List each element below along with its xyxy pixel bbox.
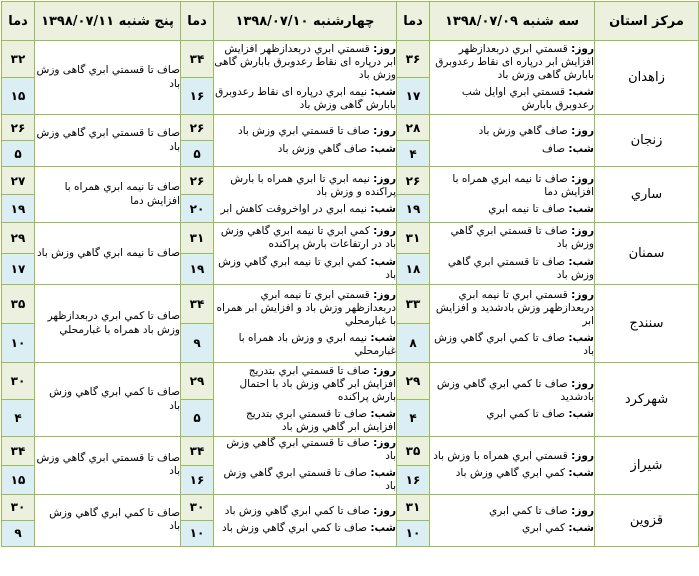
header-day1: سه شنبه ۱۳۹۸/۰۷/۰۹: [430, 2, 595, 41]
forecast-description: [430, 494, 595, 546]
table-row: [2, 223, 699, 254]
day-forecast-text: كمي ابري تا نيمه ابري گاهي وزش باد در ارتفاعات بارش پراكنده: [220, 225, 396, 251]
max-temp: ۲۶: [181, 115, 214, 141]
max-temp: ۳۴: [181, 41, 214, 78]
min-temp: ۵: [181, 141, 214, 167]
night-forecast: [430, 522, 594, 535]
header-temp2: دما: [181, 2, 214, 41]
forecast-description: [214, 285, 397, 363]
min-temp: ۹: [2, 520, 35, 546]
table-row: [2, 167, 699, 195]
day-forecast: [430, 505, 594, 518]
province-name: زنجان: [595, 115, 699, 167]
day-forecast: [214, 43, 396, 82]
day-forecast: [214, 173, 396, 199]
header-province: مرکز استان: [595, 2, 699, 41]
max-temp: ۳۱: [397, 494, 430, 520]
min-temp: ۱۹: [397, 195, 430, 223]
day-label: روز:: [571, 377, 594, 390]
day-label: روز:: [373, 288, 396, 301]
night-forecast: [430, 86, 594, 112]
day-label: روز:: [373, 504, 396, 517]
night-forecast: [214, 203, 396, 216]
header-temp3: دما: [2, 2, 35, 41]
forecast-description: [35, 115, 181, 167]
day-label: روز:: [571, 125, 594, 138]
forecast-description: [430, 115, 595, 167]
day-label: روز:: [571, 42, 594, 55]
day-forecast: [214, 225, 396, 251]
night-forecast: [430, 408, 594, 421]
night-forecast: [214, 467, 396, 493]
day-forecast: [214, 437, 396, 463]
forecast-description: [214, 437, 397, 495]
day-forecast: [214, 289, 396, 328]
forecast-description: [430, 363, 595, 437]
night-label: شب:: [370, 203, 396, 216]
night-label: شب:: [568, 86, 594, 99]
day-forecast: [430, 289, 594, 328]
day-forecast-text: قسمتي ابري همراه با وزش باد: [433, 450, 568, 463]
day-label: روز:: [373, 437, 396, 449]
night-forecast: [214, 522, 396, 535]
forecast-body: [2, 41, 699, 547]
day-forecast-text: قسمتي ابري تا نيمه ابري دربعدازظهر وزش باد و افزايش ابر همراه با غبارمحلي: [216, 288, 396, 327]
night-forecast-text: نيمه ابري درپاره اى نقاط رعدوبرق بابارش گاهى وزش باد: [215, 86, 396, 112]
max-temp: ۲۹: [181, 363, 214, 400]
min-temp: ۵: [181, 400, 214, 437]
night-forecast: [430, 332, 594, 358]
day-label: روز:: [373, 42, 396, 55]
day-label: روز:: [571, 288, 594, 301]
day-forecast-text: صاف تا كمي ابري گاهي وزش باد: [224, 504, 370, 517]
night-label: شب:: [568, 522, 594, 534]
header-row: [2, 2, 699, 41]
night-forecast-text: كمي ابري: [522, 522, 566, 534]
night-forecast-text: صاف: [542, 142, 566, 155]
night-forecast: [430, 203, 594, 216]
night-label: شب:: [568, 142, 594, 155]
header-day3: پنج شنبه ۱۳۹۸/۰۷/۱۱: [35, 2, 181, 41]
forecast-text: صاف تا كمي ابري گاهي وزش باد: [49, 386, 180, 412]
day-forecast: [430, 450, 594, 463]
max-temp: ۳۴: [2, 437, 35, 466]
max-temp: ۲۶: [181, 167, 214, 195]
table-row: [2, 41, 699, 78]
night-forecast-text: نيمه ابري در اواخروقت كاهش ابر: [220, 203, 368, 216]
night-label: شب:: [370, 86, 396, 99]
min-temp: ۱۷: [2, 254, 35, 285]
night-forecast-text: صاف تا نيمه ابري: [488, 203, 566, 216]
night-label: شب:: [370, 332, 396, 345]
night-label: شب:: [568, 408, 594, 421]
night-label: شب:: [370, 142, 396, 155]
forecast-description: [214, 363, 397, 437]
forecast-description: [214, 41, 397, 115]
night-forecast: [214, 408, 396, 434]
night-forecast-text: قسمتي ابري اوايل شب رعدوبرق بابارش: [461, 86, 594, 112]
max-temp: ۳۱: [181, 223, 214, 254]
night-forecast: [214, 86, 396, 112]
night-forecast-text: صاف تا قسمتي ابري بتدريج افزايش ابر گاهي وزش باد: [245, 408, 396, 434]
day-forecast-text: صاف تا قسمتي ابري گاهي وزش باد: [226, 437, 396, 463]
night-label: شب:: [568, 203, 594, 216]
min-temp: ۱۰: [181, 520, 214, 546]
day-label: روز:: [571, 225, 594, 238]
min-temp: ۱۶: [181, 78, 214, 115]
max-temp: ۲۶: [2, 115, 35, 141]
forecast-description: [214, 494, 397, 546]
day-forecast: [214, 505, 396, 518]
forecast-description: [430, 167, 595, 223]
min-temp: ۹: [181, 324, 214, 363]
forecast-description: [430, 41, 595, 115]
day-forecast-text: نيمه ابري تا ابري همراه با بارش پراكنده و وزش باد: [230, 172, 396, 198]
max-temp: ۳۵: [397, 437, 430, 466]
day-forecast-text: صاف تا كمي ابري گاهي وزش بادشديد: [436, 377, 594, 403]
max-temp: ۲۷: [2, 167, 35, 195]
min-temp: ۱۹: [181, 254, 214, 285]
forecast-description: [214, 223, 397, 285]
forecast-description: [430, 223, 595, 285]
forecast-text: صاف تا نيمه ابري گاهي وزش باد: [36, 246, 180, 259]
max-temp: ۳۰: [181, 494, 214, 520]
day-forecast-text: صاف تا قسمتي ابري بتدريج افزايش ابر گاهي وزش باد با احتمال بارش پراكنده: [239, 364, 396, 403]
forecast-description: [430, 437, 595, 495]
night-label: شب:: [568, 332, 594, 345]
table-row: [2, 285, 699, 324]
day-forecast-text: صاف تا نيمه ابري همراه با افزايش دما: [452, 172, 594, 198]
day-forecast: [430, 125, 594, 138]
forecast-description: [35, 363, 181, 437]
night-label: شب:: [568, 255, 594, 268]
header-day2: چهارشنبه ۱۳۹۸/۰۷/۱۰: [214, 2, 397, 41]
max-temp: ۳۶: [397, 41, 430, 78]
forecast-description: [214, 167, 397, 223]
forecast-description: [214, 115, 397, 167]
night-forecast-text: نيمه ابري و وزش باد همراه با غبارمحلي: [238, 332, 396, 358]
max-temp: ۳۳: [397, 285, 430, 324]
night-forecast-text: صاف گاهي وزش باد: [277, 142, 368, 155]
max-temp: ۳۰: [2, 363, 35, 400]
province-name: شيراز: [595, 437, 699, 495]
day-label: روز:: [571, 450, 594, 463]
forecast-description: [430, 285, 595, 363]
forecast-description: [35, 41, 181, 115]
province-name: زاهدان: [595, 41, 699, 115]
day-forecast: [430, 43, 594, 82]
min-temp: ۱۷: [397, 78, 430, 115]
night-forecast-text: صاف تا قسمتي ابري گاهي وزش باد: [447, 255, 594, 281]
max-temp: ۳۴: [181, 437, 214, 466]
forecast-description: [35, 167, 181, 223]
min-temp: ۴: [2, 400, 35, 437]
forecast-description: [35, 223, 181, 285]
min-temp: ۴: [397, 400, 430, 437]
max-temp: ۳۱: [397, 223, 430, 254]
forecast-description: [35, 494, 181, 546]
night-forecast-text: صاف تا قسمتي ابري گاهي وزش باد: [223, 467, 396, 493]
min-temp: ۱۰: [2, 324, 35, 363]
forecast-text: صاف تا قسمتي ابري گاهي وزش باد: [36, 452, 180, 478]
night-forecast-text: صاف تا كمي ابري گاهي وزش باد: [434, 332, 594, 358]
day-forecast: [430, 225, 594, 251]
day-forecast: [214, 365, 396, 404]
province-name: قزوين: [595, 494, 699, 546]
max-temp: ۲۹: [397, 363, 430, 400]
night-forecast-text: صاف تا كمي ابري گاهي وزش باد: [221, 522, 368, 534]
max-temp: ۳۰: [2, 494, 35, 520]
night-forecast: [430, 143, 594, 156]
forecast-description: [35, 285, 181, 363]
night-forecast: [214, 256, 396, 282]
header-temp1: دما: [397, 2, 430, 41]
night-forecast: [214, 332, 396, 358]
day-label: روز:: [373, 225, 396, 238]
forecast-text: صاف تا كمي ابري گاهي وزش باد: [49, 506, 180, 532]
min-temp: ۱۸: [397, 254, 430, 285]
day-forecast-text: قسمتي ابري دربعدازظهر افزايش ابر درپاره اى نقاط رعدوبرق بابارش گاهى وزش باد: [214, 42, 396, 81]
forecast-text: صاف تا قسمتي ابري گاهي وزش باد: [36, 127, 180, 153]
day-forecast-text: صاف گاهي وزش باد: [478, 125, 568, 138]
province-name: شهركرد: [595, 363, 699, 437]
day-forecast-text: صاف تا قسمتي ابري وزش باد: [238, 125, 370, 138]
day-label: روز:: [373, 172, 396, 185]
min-temp: ۱۶: [181, 465, 214, 494]
night-forecast: [214, 143, 396, 156]
forecast-description: [35, 437, 181, 495]
night-label: شب:: [370, 467, 396, 480]
night-forecast: [430, 467, 594, 480]
min-temp: ۵: [2, 141, 35, 167]
max-temp: ۳۵: [2, 285, 35, 324]
day-forecast-text: قسمتي ابري تا نيمه ابري دربعدازظهر وزش بادشديد و افزايش ابر: [435, 288, 594, 327]
day-forecast-text: صاف تا كمي ابري: [489, 504, 568, 517]
table-row: [2, 494, 699, 520]
forecast-text: صاف تا نيمه ابري همراه با افزايش دما: [64, 181, 180, 207]
day-forecast: [430, 378, 594, 404]
night-label: شب:: [370, 408, 396, 421]
night-label: شب:: [370, 255, 396, 268]
day-forecast-text: قسمتي ابري دربعدازظهر افزايش ابر درپاره اى نقاط رعدوبرق بابارش گاهى وزش باد: [435, 42, 594, 81]
min-temp: ۱۹: [2, 195, 35, 223]
night-forecast: [430, 256, 594, 282]
max-temp: ۲۸: [397, 115, 430, 141]
day-label: روز:: [571, 504, 594, 517]
forecast-text: صاف تا كمي ابري دربعدازظهر وزش باد همراه با غبارمحلي: [47, 310, 180, 336]
forecast-table: [1, 1, 699, 547]
night-label: شب:: [370, 522, 396, 534]
min-temp: ۱۶: [397, 465, 430, 494]
day-label: روز:: [571, 172, 594, 185]
day-label: روز:: [373, 364, 396, 377]
day-forecast-text: صاف تا قسمتي ابري گاهي وزش باد: [450, 225, 594, 251]
min-temp: ۸: [397, 324, 430, 363]
max-temp: ۳۴: [181, 285, 214, 324]
forecast-text: صاف تا قسمتي ابري گاهى وزش باد: [36, 64, 180, 90]
table-row: [2, 363, 699, 400]
table-row: [2, 437, 699, 466]
min-temp: ۱۵: [2, 78, 35, 115]
night-forecast-text: كمي ابري تا نيمه ابري گاهي وزش باد: [218, 255, 396, 281]
night-forecast-text: صاف تا كمي ابري: [486, 408, 566, 421]
night-forecast-text: كمي ابري گاهي وزش باد: [455, 467, 566, 480]
table-row: [2, 115, 699, 141]
min-temp: ۲۰: [181, 195, 214, 223]
province-name: سمنان: [595, 223, 699, 285]
day-label: روز:: [373, 125, 396, 138]
max-temp: ۲۹: [2, 223, 35, 254]
province-name: ساري: [595, 167, 699, 223]
max-temp: ۳۲: [2, 41, 35, 78]
day-forecast: [430, 173, 594, 199]
min-temp: ۴: [397, 141, 430, 167]
min-temp: ۱۵: [2, 465, 35, 494]
day-forecast: [214, 125, 396, 138]
max-temp: ۲۶: [397, 167, 430, 195]
night-label: شب:: [568, 467, 594, 480]
min-temp: ۱۰: [397, 520, 430, 546]
province-name: سنندج: [595, 285, 699, 363]
